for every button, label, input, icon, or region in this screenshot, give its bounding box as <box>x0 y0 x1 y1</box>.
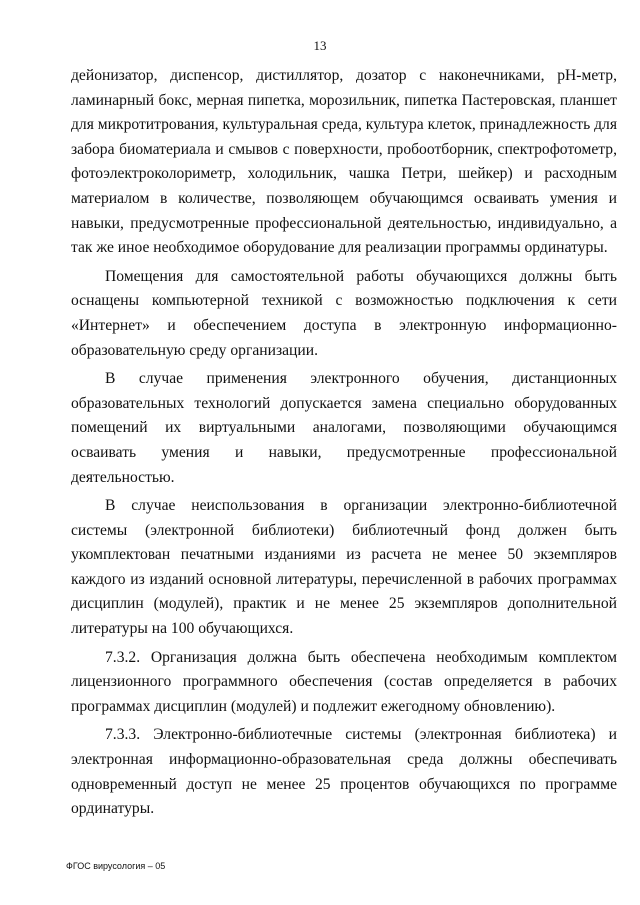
paragraph-library-fund: В случае неиспользования в организации электронно-библиотечной системы (электронной библиотеки) библиотечный фонд должен быть укомплектован печатными изданиями из расчета не менее 50 экземпляров каждого из изданий основной литературы, перечисленной в рабочих программах дисциплин (модулей), практик и не менее 25 экземпляров дополнительной литературы на 100 обучающихся. <box>71 497 617 638</box>
page-number: 13 <box>313 38 327 53</box>
document-body <box>71 64 617 826</box>
paragraph-self-study-rooms: Помещения для самостоятельной работы обучающихся должны быть оснащены компьютерной техникой с возможностью подключения к сети «Интернет» и обеспечением доступа в электронную информационно-образовательную среду организации. <box>71 267 617 359</box>
paragraph-equipment-continuation: дейонизатор, диспенсор, дистиллятор, дозатор с наконечниками, pH-метр, ламинарный бокс, мерная пипетка, морозильник, пипетка Пастеровская, планшет для микротитрования, культуральная среда, культура клеток, принадлежность для забора биоматериала и смывов с поверхности, пробоотборник, спектрофотометр, фотоэлектроколориметр, холодильник, чашка Петри, шейкер) и расходным материалом в количестве, позволяющем обучающимся осваивать умения и навыки, предусмотренные профессиональной деятельностью, индивидуально, а так же иное необходимое оборудование для реализации программы ординатуры. <box>71 67 617 257</box>
paragraph-7-3-2: 7.3.2. Организация должна быть обеспечена необходимым комплектом лицензионного программного обеспечения (состав определяется в рабочих программах дисциплин (модулей) и подлежит ежегодному обновлению). <box>71 648 617 715</box>
footer-note: ФГОС вирусология – 05 <box>66 861 166 871</box>
paragraph-7-3-3: 7.3.3. Электронно-библиотечные системы (электронная библиотека) и электронная информационно-образовательная среда должны обеспечивать одновременный доступ не менее 25 процентов обучающихся по программе ординатуры. <box>71 726 617 818</box>
paragraph-e-learning: В случае применения электронного обучения, дистанционных образовательных технологий допускается замена специально оборудованных помещений их виртуальными аналогами, позволяющими обучающимся осваивать умения и навыки, предусмотренные профессиональной деятельностью. <box>71 370 617 486</box>
